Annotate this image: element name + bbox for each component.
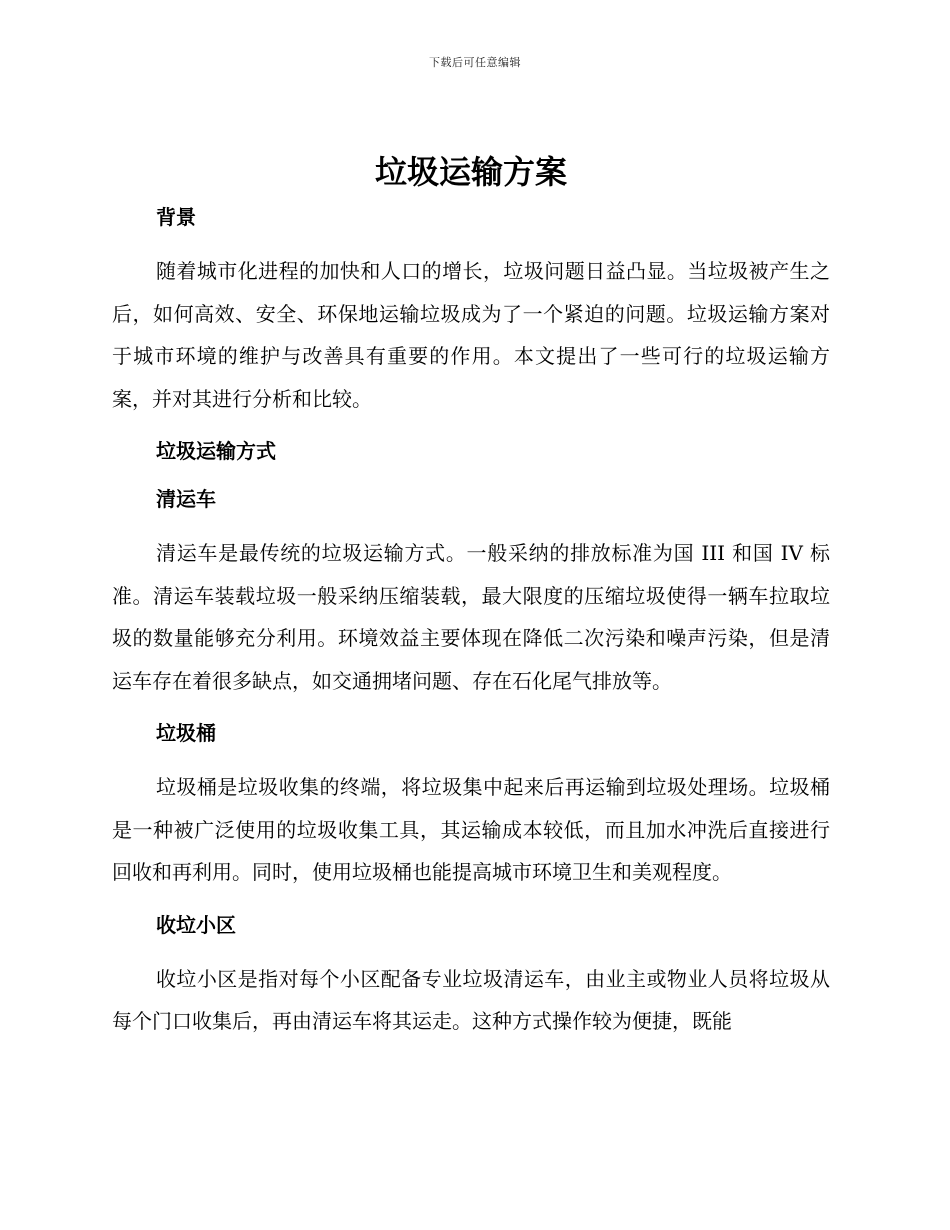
spacer xyxy=(112,940,830,958)
section-paragraph-trash-bin: 垃圾桶是垃圾收集的终端，将垃圾集中起来后再运输到垃圾处理场。垃圾桶是一种被广泛使用的垃圾收集工具，其运输成本较低，而且加水冲洗后直接进行回收和再利用。同时，使用垃圾桶也能提高城市环境卫生和美观程度。 xyxy=(112,775,830,884)
spacer xyxy=(112,232,830,250)
section-paragraph-community-collection: 收垃小区是指对每个小区配备专业垃圾清运车，由业主或物业人员将垃圾从每个门口收集后，再由清运车将其运走。这种方式操作较为便捷，既能 xyxy=(112,966,830,1033)
section-heading-background: 背景 xyxy=(156,205,196,229)
document-title: 垃圾运输方案 xyxy=(374,153,567,191)
spacer xyxy=(112,514,830,532)
spacer xyxy=(112,466,830,484)
section-heading-trash-bin: 垃圾桶 xyxy=(156,721,216,745)
section-heading-garbage-truck: 清运车 xyxy=(156,487,216,511)
section-paragraph-background: 随着城市化进程的加快和人口的增长，垃圾问题日益凸显。当垃圾被产生之后，如何高效、安全、环保地运输垃圾成为了一个紧迫的问题。垃圾运输方案对于城市环境的维护与改善具有重要的作用。本文提出了一些可行的垃圾运输方案，并对其进行分析和比较。 xyxy=(112,259,830,411)
header-note: 下载后可任意编辑 xyxy=(429,56,521,69)
section-heading-community-collection: 收垃小区 xyxy=(156,912,236,937)
spacer xyxy=(112,420,830,436)
section-paragraph-garbage-truck: 清运车是最传统的垃圾运输方式。一般采纳的排放标准为国 III 和国 IV 标准。清运车装载垃圾一般采纳压缩装载，最大限度的压缩垃圾使得一辆车拉取垃圾的数量能够充分利用。环境效益主要体现在降低二次污染和噪声污染，但是清运车存在着很多缺点，如交通拥堵问题、存在石化尾气排放等。 xyxy=(112,541,830,693)
spacer xyxy=(112,894,830,910)
section-heading-transport-methods: 垃圾运输方式 xyxy=(156,439,276,463)
document-body xyxy=(112,148,830,1043)
spacer xyxy=(112,702,830,718)
spacer xyxy=(112,748,830,766)
